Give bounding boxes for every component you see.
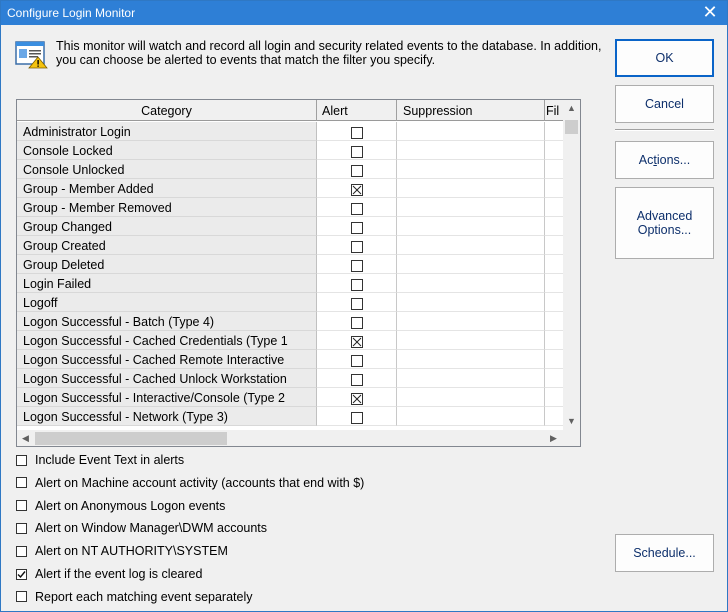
category-cell[interactable]: Group Deleted [17, 255, 317, 274]
filter-cell[interactable] [545, 160, 563, 179]
filter-cell[interactable] [545, 407, 563, 426]
suppression-cell[interactable] [397, 388, 545, 407]
button-separator [615, 129, 714, 131]
alert-cell [317, 217, 397, 236]
cancel-button[interactable]: Cancel [615, 85, 714, 123]
alert-checkbox[interactable] [351, 412, 363, 424]
scroll-right-icon[interactable]: ▶ [550, 433, 557, 443]
column-header-suppression[interactable]: Suppression [397, 100, 545, 121]
column-header-category[interactable]: Category [17, 100, 317, 121]
filter-cell[interactable] [545, 369, 563, 388]
alert-checkbox[interactable] [351, 336, 363, 348]
category-cell[interactable]: Console Unlocked [17, 160, 317, 179]
filter-cell[interactable] [545, 141, 563, 160]
table-row[interactable] [17, 198, 563, 217]
vertical-scrollbar[interactable] [563, 100, 580, 430]
option-label[interactable]: Alert on Anonymous Logon events [35, 498, 226, 513]
event-category-grid[interactable] [16, 99, 581, 447]
table-row[interactable] [17, 274, 563, 293]
scroll-left-icon[interactable]: ◀ [22, 433, 29, 443]
alert-checkbox[interactable] [351, 165, 363, 177]
option-checkbox-row[interactable] [16, 520, 267, 536]
filter-cell[interactable] [545, 255, 563, 274]
alert-cell [317, 350, 397, 369]
vertical-scroll-thumb[interactable] [565, 120, 578, 134]
filter-cell[interactable] [545, 198, 563, 217]
option-label[interactable]: Report each matching event separately [35, 589, 253, 604]
category-cell[interactable]: Console Locked [17, 141, 317, 160]
option-label[interactable]: Alert on Machine account activity (accounts that end with $) [35, 475, 365, 490]
option-checkbox-row[interactable] [16, 475, 364, 491]
alert-checkbox[interactable] [351, 222, 363, 234]
option-checkbox[interactable] [16, 591, 27, 602]
alert-cell [317, 369, 397, 388]
filter-cell[interactable] [545, 274, 563, 293]
option-checkbox-row[interactable] [16, 566, 202, 582]
suppression-cell[interactable] [397, 198, 545, 217]
suppression-cell[interactable] [397, 179, 545, 198]
filter-cell[interactable] [545, 293, 563, 312]
category-cell[interactable]: Login Failed [17, 274, 317, 293]
suppression-cell[interactable] [397, 122, 545, 141]
filter-cell[interactable] [545, 312, 563, 331]
category-cell[interactable]: Group - Member Added [17, 179, 317, 198]
suppression-cell[interactable] [397, 236, 545, 255]
column-header-alert[interactable]: Alert [317, 100, 397, 121]
filter-cell[interactable] [545, 388, 563, 407]
category-cell[interactable]: Logon Successful - Cached Remote Interactive [17, 350, 317, 369]
table-row[interactable] [17, 312, 563, 331]
suppression-cell[interactable] [397, 407, 545, 426]
option-label[interactable]: Alert on NT AUTHORITY\SYSTEM [35, 544, 228, 559]
alert-checkbox[interactable] [351, 260, 363, 272]
alert-checkbox[interactable] [351, 241, 363, 253]
alert-cell [317, 312, 397, 331]
alert-cell [317, 160, 397, 179]
alert-checkbox[interactable] [351, 374, 363, 386]
option-checkbox-row[interactable] [16, 498, 225, 514]
table-row[interactable] [17, 350, 563, 369]
table-row[interactable] [17, 388, 563, 407]
alert-checkbox[interactable] [351, 127, 363, 139]
actions-button[interactable] [615, 141, 714, 179]
suppression-cell[interactable] [397, 141, 545, 160]
suppression-cell[interactable] [397, 369, 545, 388]
filter-cell[interactable] [545, 122, 563, 141]
alert-cell [317, 141, 397, 160]
alert-checkbox[interactable] [351, 298, 363, 310]
filter-cell[interactable] [545, 217, 563, 236]
alert-cell [317, 388, 397, 407]
alert-checkbox[interactable] [351, 203, 363, 215]
actions-label-accel: t [653, 153, 657, 167]
table-row[interactable] [17, 179, 563, 198]
option-checkbox-row[interactable] [16, 452, 184, 468]
alert-cell [317, 198, 397, 217]
alert-checkbox[interactable] [351, 317, 363, 329]
window-title: Configure Login Monitor [7, 6, 136, 20]
suppression-cell[interactable] [397, 312, 545, 331]
option-checkbox[interactable] [16, 569, 27, 580]
alert-checkbox[interactable] [351, 146, 363, 158]
filter-cell[interactable] [545, 179, 563, 198]
option-checkbox[interactable] [16, 477, 27, 488]
table-row[interactable] [17, 407, 563, 426]
option-label[interactable]: Alert if the event log is cleared [35, 567, 203, 581]
column-header-filter[interactable]: Fil [546, 104, 560, 118]
category-cell[interactable]: Logon Successful - Cached Unlock Workstation [17, 369, 317, 388]
category-cell[interactable]: Group - Member Removed [17, 198, 317, 217]
suppression-cell[interactable] [397, 350, 545, 369]
option-checkbox-row[interactable] [16, 589, 253, 605]
filter-cell[interactable] [545, 350, 563, 369]
option-checkbox[interactable] [16, 523, 27, 534]
alert-checkbox[interactable] [351, 279, 363, 291]
advanced-options-button[interactable]: Advanced Options... [615, 187, 714, 259]
alert-cell [317, 122, 397, 141]
alert-cell [317, 331, 397, 350]
option-checkbox[interactable] [16, 546, 27, 557]
suppression-cell[interactable] [397, 217, 545, 236]
scroll-up-icon[interactable]: ▲ [567, 103, 576, 113]
ok-button[interactable]: OK [615, 39, 714, 77]
grid-rows [17, 122, 563, 430]
table-row[interactable] [17, 141, 563, 160]
table-row[interactable] [17, 217, 563, 236]
alert-cell [317, 179, 397, 198]
table-row[interactable] [17, 255, 563, 274]
category-cell[interactable]: Group Created [17, 236, 317, 255]
alert-checkbox[interactable] [351, 355, 363, 367]
suppression-cell[interactable] [397, 160, 545, 179]
actions-label-post: ions... [656, 153, 691, 167]
alert-cell [317, 407, 397, 426]
alert-cell [317, 255, 397, 274]
table-row[interactable] [17, 236, 563, 255]
category-cell[interactable]: Logon Successful - Network (Type 3) [17, 407, 317, 426]
monitor-info-icon [15, 39, 49, 69]
option-checkbox[interactable] [16, 500, 27, 511]
table-row[interactable] [17, 122, 563, 141]
table-row[interactable] [17, 293, 563, 312]
alert-cell [317, 293, 397, 312]
alert-checkbox[interactable] [351, 184, 363, 196]
suppression-cell[interactable] [397, 293, 545, 312]
close-icon[interactable]: ✕ [702, 2, 718, 22]
option-checkbox-row[interactable] [16, 543, 228, 559]
category-cell[interactable]: Administrator Login [17, 122, 317, 141]
category-cell[interactable]: Logon Successful - Cached Credentials (Type 1 [17, 331, 317, 350]
scroll-down-icon[interactable]: ▼ [567, 416, 576, 426]
category-cell[interactable]: Logoff [17, 293, 317, 312]
actions-label-pre: Ac [638, 153, 654, 167]
table-row[interactable] [17, 369, 563, 388]
grid-header [17, 100, 563, 121]
suppression-cell[interactable] [397, 255, 545, 274]
alert-cell [317, 236, 397, 255]
horizontal-scroll-thumb[interactable] [35, 432, 227, 445]
option-checkbox[interactable] [16, 455, 27, 466]
suppression-cell[interactable] [397, 331, 545, 350]
alert-cell [317, 274, 397, 293]
option-label[interactable]: Include Event Text in alerts [35, 453, 185, 467]
horizontal-scrollbar[interactable] [17, 430, 563, 447]
table-row[interactable] [17, 331, 563, 350]
alert-checkbox[interactable] [351, 393, 363, 405]
table-row[interactable] [17, 160, 563, 179]
schedule-button[interactable]: Schedule... [615, 534, 714, 572]
category-cell[interactable]: Group Changed [17, 217, 317, 236]
filter-cell[interactable] [545, 331, 563, 350]
title-bar[interactable] [1, 1, 727, 25]
category-cell[interactable]: Logon Successful - Interactive/Console (Type 2 [17, 388, 317, 407]
scrollbar-corner [563, 430, 580, 447]
monitor-description: This monitor will watch and record all login and security related events to the database. In addition, you can choose be alerted to events that match the filter you specify. [56, 39, 602, 67]
category-cell[interactable]: Logon Successful - Batch (Type 4) [17, 312, 317, 331]
option-label[interactable]: Alert on Window Manager\DWM accounts [35, 521, 268, 536]
filter-cell[interactable] [545, 236, 563, 255]
suppression-cell[interactable] [397, 274, 545, 293]
